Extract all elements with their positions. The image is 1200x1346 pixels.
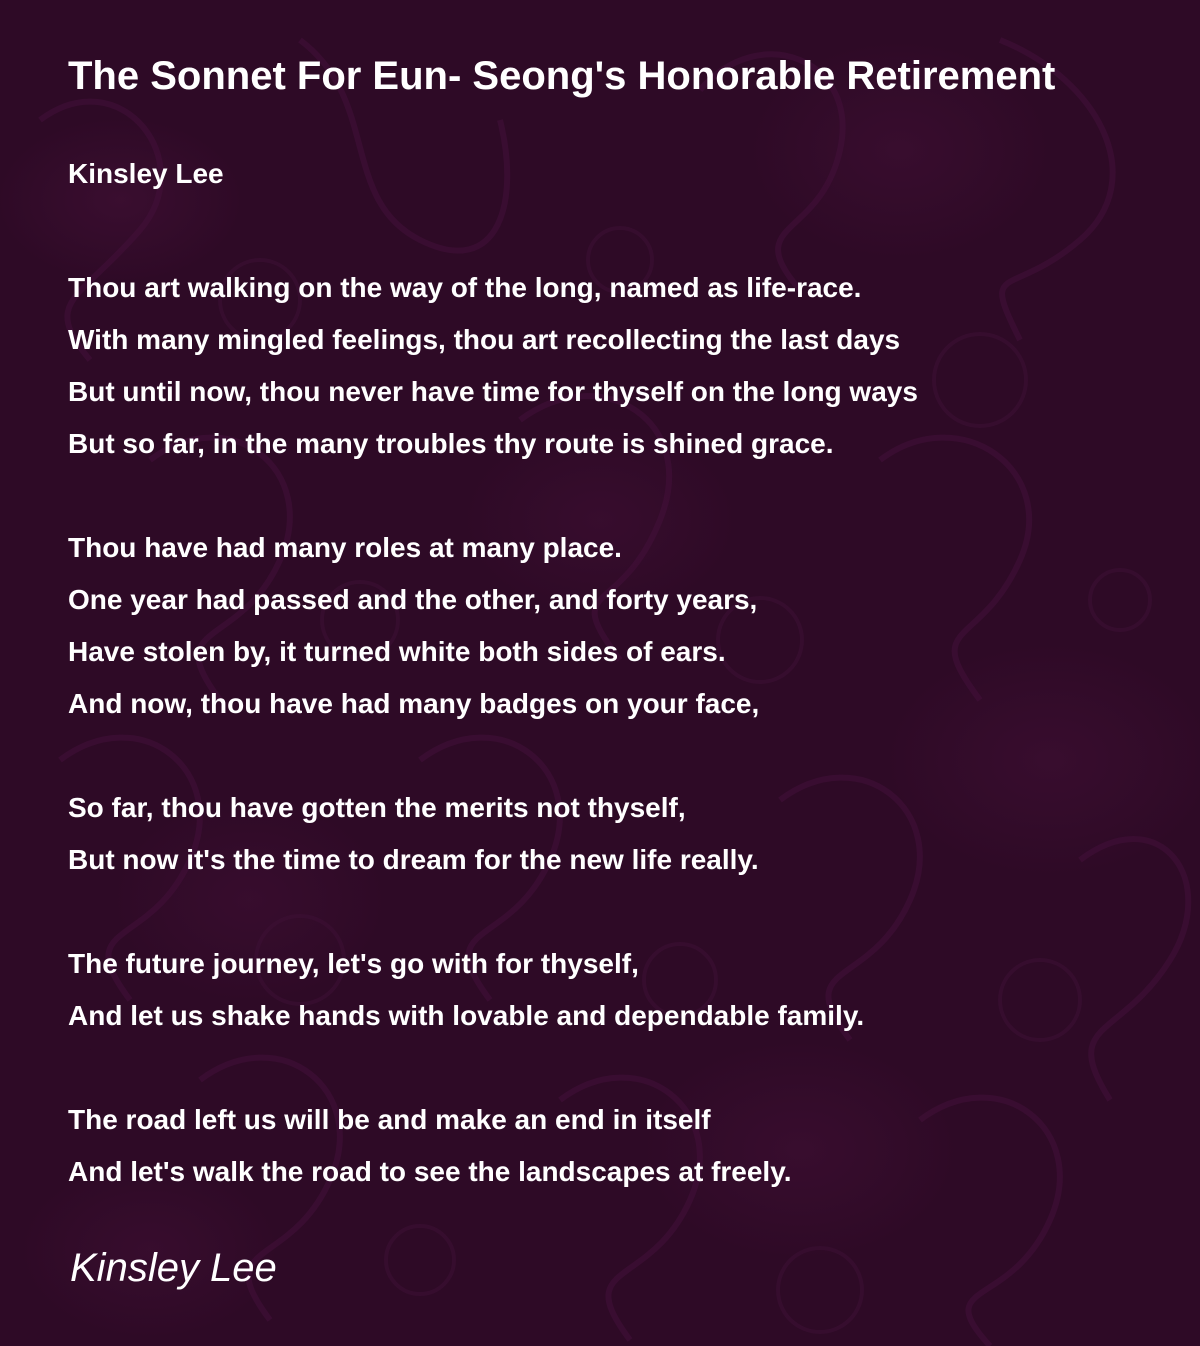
poem-line: But until now, thou never have time for thyself on the long ways — [68, 376, 918, 407]
poem-line: But now it's the time to dream for the new life really. — [68, 844, 759, 875]
poem-line: But so far, in the many troubles thy route is shined grace. — [68, 428, 834, 459]
poem-line: And now, thou have had many badges on your face, — [68, 688, 760, 719]
poem-title: The Sonnet For Eun- Seong's Honorable Retirement — [68, 54, 1056, 98]
poem-line: One year had passed and the other, and forty years, — [68, 584, 758, 615]
poem-author: Kinsley Lee — [68, 158, 224, 189]
poem-line: And let us shake hands with lovable and dependable family. — [68, 1000, 865, 1031]
poem-line: The future journey, let's go with for thyself, — [68, 948, 639, 979]
poem-line: Thou have had many roles at many place. — [68, 532, 622, 563]
stanza — [68, 1094, 918, 1198]
author-signature: Kinsley Lee — [70, 1246, 277, 1290]
poem-body — [68, 262, 918, 1198]
stanza — [68, 938, 918, 1042]
poem-line: With many mingled feelings, thou art recollecting the last days — [68, 324, 901, 355]
stanza — [68, 522, 918, 730]
stanza — [68, 782, 918, 886]
poem-line: So far, thou have gotten the merits not thyself, — [68, 792, 686, 823]
poem-line: Thou art walking on the way of the long, named as life-race. — [68, 272, 862, 303]
poem-line: Have stolen by, it turned white both sides of ears. — [68, 636, 726, 667]
poem-line: And let's walk the road to see the landscapes at freely. — [68, 1156, 792, 1187]
stanza — [68, 262, 918, 470]
poem-line: The road left us will be and make an end in itself — [68, 1104, 711, 1135]
